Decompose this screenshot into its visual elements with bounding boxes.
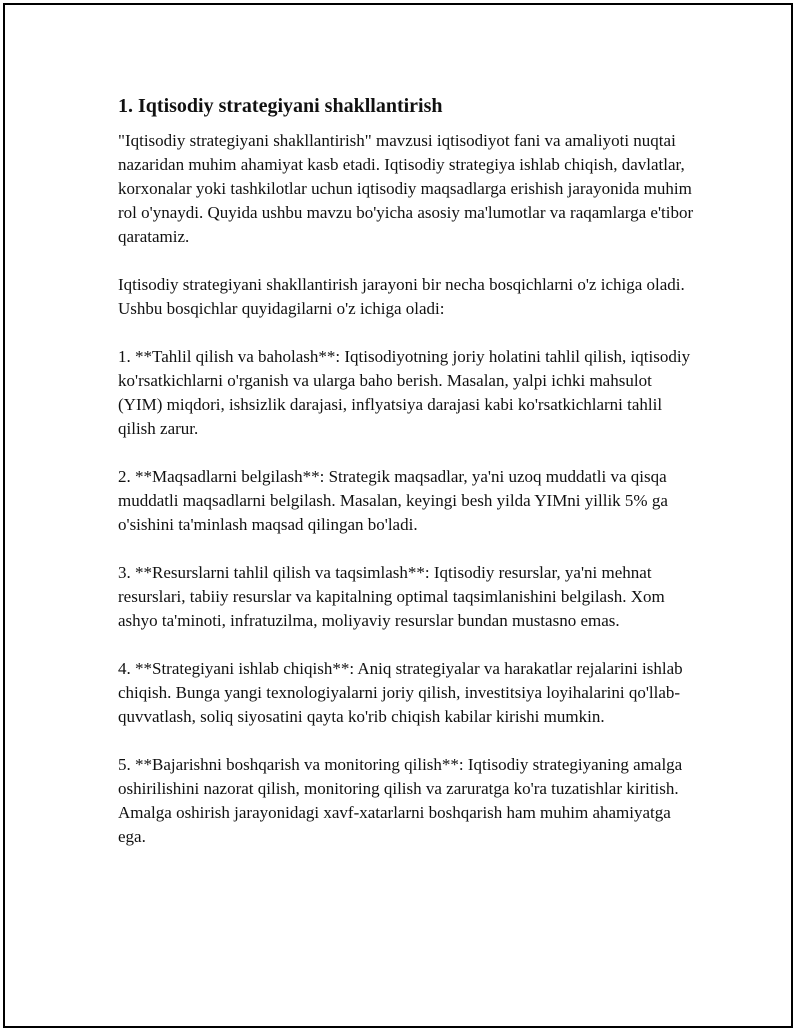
document-body	[118, 92, 698, 873]
stage-4-paragraph: 4. **Strategiyani ishlab chiqish**: Aniq strategiyalar va harakatlar rejalarini ishlab chiqish. Bunga yangi texnologiyalarni joriy qilish, investitsiya loyihalarini qo'llab-quvvatlash, soliq siyosatini qayta ko'rib chiqish kabilar kirishi mumkin.	[118, 659, 683, 726]
stage-2-paragraph: 2. **Maqsadlarni belgilash**: Strategik maqsadlar, ya'ni uzoq muddatli va qisqa muddatli maqsadlarni belgilash. Masalan, keyingi besh yilda YIMni yillik 5% ga o'sishini ta'minlash maqsad qilingan bo'ladi.	[118, 467, 668, 534]
stage-1-paragraph: 1. **Tahlil qilish va baholash**: Iqtisodiyotning joriy holatini tahlil qilish, iqtisodiy ko'rsatkichlarni o'rganish va ularga baho berish. Masalan, yalpi ichki mahsulot (YIM) miqdori, ishsizlik darajasi, inflyatsiya darajasi kabi ko'rsatkichlarni tahlil qilish zarur.	[118, 347, 691, 438]
intro-paragraph: "Iqtisodiy strategiyani shakllantirish" mavzusi iqtisodiyot fani va amaliyoti nuqtai nazaridan muhim ahamiyat kasb etadi. Iqtisodiy strategiya ishlab chiqish, davlatlar, korxonalar yoki tashkilotlar uchun iqtisodiy maqsadlarga erishish jarayonida muhim rol o'ynaydi. Quyida ushbu mavzu bo'yicha asosiy ma'lumotlar va raqamlarga e'tibor qaratamiz.	[118, 131, 694, 246]
document-title: 1. Iqtisodiy strategiyani shakllantirish	[118, 95, 443, 117]
stage-5-paragraph: 5. **Bajarishni boshqarish va monitoring qilish**: Iqtisodiy strategiyaning amalga oshirilishini nazorat qilish, monitoring qilish va zaruratga ko'ra tuzatishlar kiritish. Amalga oshirish jarayonidagi xavf-xatarlarni boshqarish ham muhim ahamiyatga ega.	[118, 755, 683, 846]
stage-3-paragraph: 3. **Resurslarni tahlil qilish va taqsimlash**: Iqtisodiy resurslar, ya'ni mehnat resurslari, tabiiy resurslar va kapitalning optimal taqsimlanishini belgilash. Xom ashyo ta'minoti, infratuzilma, moliyaviy resurslar bundan mustasno emas.	[118, 563, 665, 630]
stages-intro-paragraph: Iqtisodiy strategiyani shakllantirish jarayoni bir necha bosqichlarni o'z ichiga oladi. Ushbu bosqichlar quyidagilarni o'z ichiga oladi:	[118, 275, 685, 318]
